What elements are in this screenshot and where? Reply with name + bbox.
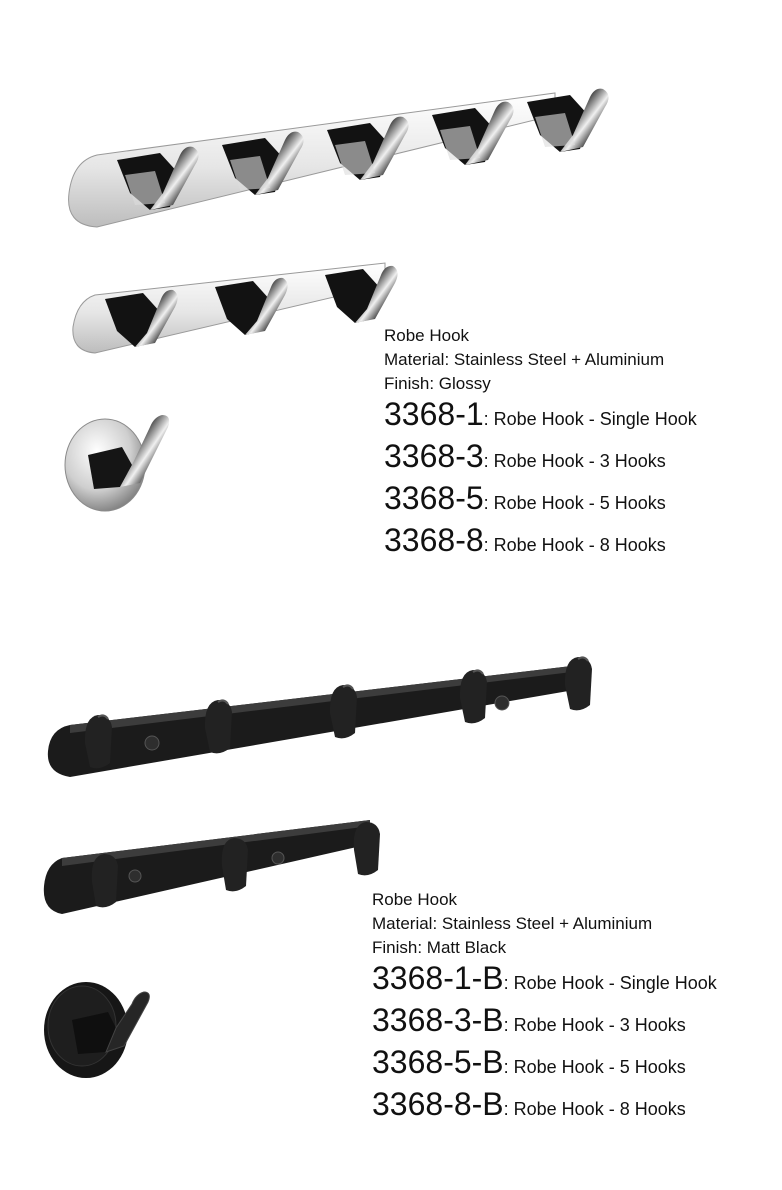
model-desc: : Robe Hook - Single Hook <box>503 973 717 993</box>
model-desc: : Robe Hook - 5 Hooks <box>483 493 666 513</box>
model-row <box>384 480 697 526</box>
chrome-3-hook-rail-image <box>65 255 405 360</box>
black-5-hook-rail-image <box>40 655 600 790</box>
model-desc: : Robe Hook - 8 Hooks <box>503 1099 686 1119</box>
model-row <box>372 960 717 1006</box>
black-finish: Finish: Matt Black <box>372 938 507 957</box>
model-code: 3368-3-B <box>372 1002 504 1038</box>
model-code: 3368-5 <box>384 480 484 516</box>
model-code: 3368-5-B <box>372 1044 504 1080</box>
model-code: 3368-1 <box>384 396 484 432</box>
model-desc: : Robe Hook - 3 Hooks <box>483 451 666 471</box>
model-code: 3368-3 <box>384 438 484 474</box>
model-row <box>384 438 697 484</box>
black-single-hook-image <box>38 972 158 1082</box>
model-row <box>372 1002 717 1048</box>
model-row <box>372 1086 717 1132</box>
model-code: 3368-8 <box>384 522 484 558</box>
model-desc: : Robe Hook - 5 Hooks <box>503 1057 686 1077</box>
black-heading: Robe Hook <box>372 890 458 909</box>
model-desc: : Robe Hook - Single Hook <box>483 409 697 429</box>
model-row <box>384 396 697 442</box>
glossy-finish: Finish: Glossy <box>384 374 491 393</box>
model-desc: : Robe Hook - 3 Hooks <box>503 1015 686 1035</box>
black-spec-block <box>372 888 717 1132</box>
chrome-single-hook-image <box>60 405 180 515</box>
model-code: 3368-1-B <box>372 960 504 996</box>
model-code: 3368-8-B <box>372 1086 504 1122</box>
model-row <box>372 1044 717 1090</box>
model-row <box>384 522 697 568</box>
glossy-heading: Robe Hook <box>384 326 470 345</box>
model-desc: : Robe Hook - 8 Hooks <box>483 535 666 555</box>
black-3-hook-rail-image <box>40 812 385 922</box>
glossy-spec-block <box>384 324 697 568</box>
glossy-material: Material: Stainless Steel + Aluminium <box>384 350 665 369</box>
black-material: Material: Stainless Steel + Aluminium <box>372 914 653 933</box>
chrome-5-hook-rail-image <box>55 75 615 235</box>
